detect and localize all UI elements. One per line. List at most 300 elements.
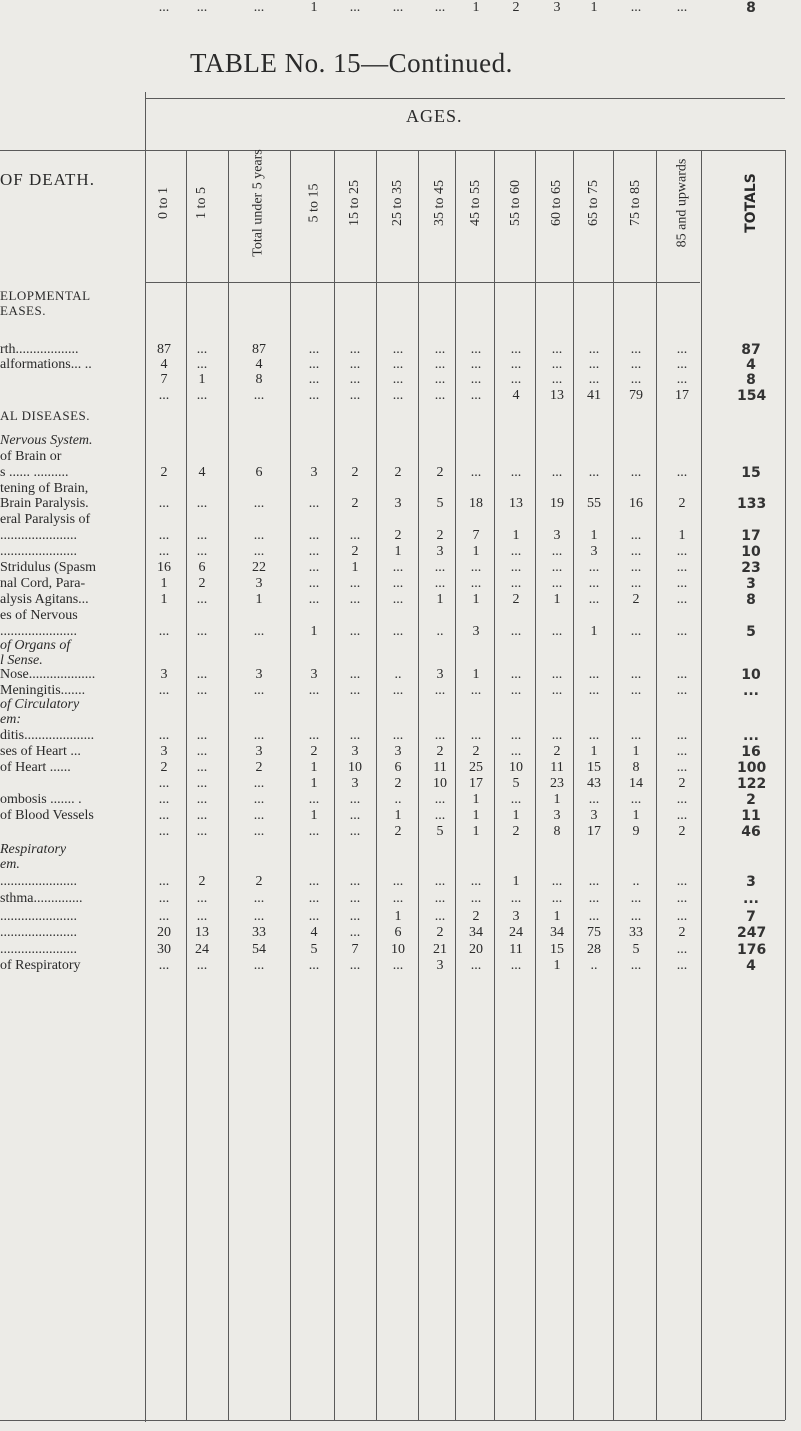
table-cell: ... (158, 388, 170, 403)
table-cell: 2 (310, 744, 318, 759)
table-cell: 1 (553, 958, 561, 973)
table-cell: ... (349, 808, 361, 823)
table-cell: ... (308, 388, 320, 403)
table-cell: ... (308, 372, 320, 387)
rule-vertical (494, 150, 495, 1420)
table-cell: 15 (587, 760, 601, 775)
total-cell: 122 (737, 776, 767, 792)
table-cell: ... (349, 683, 361, 698)
table-cell: ... (470, 958, 482, 973)
table-cell: 23 (550, 776, 564, 791)
table-cell: 2 (436, 925, 444, 940)
table-cell: ... (676, 342, 688, 357)
table-cell: 1 (160, 592, 168, 607)
table-cell: ... (588, 891, 600, 906)
table-cell: ... (676, 683, 688, 698)
table-cell: 2 (351, 496, 359, 511)
table-cell: ... (253, 792, 265, 807)
table-cell: 1 (394, 544, 402, 559)
table-cell: ... (676, 544, 688, 559)
table-cell: 10 (433, 776, 447, 791)
table-cell: ... (588, 372, 600, 387)
table-cell: 1 (310, 808, 318, 823)
table-cell: 2 (160, 465, 168, 480)
table-cell: ... (510, 357, 522, 372)
table-cell: 1 (590, 744, 598, 759)
table-cell: 16 (157, 560, 171, 575)
row-label: tening of Brain, (0, 481, 89, 496)
table-cell: ... (510, 624, 522, 639)
rule-vertical (186, 150, 187, 1420)
column-header-label: 65 to 75 (586, 180, 602, 226)
table-cell: ... (253, 808, 265, 823)
table-cell: 20 (157, 925, 171, 940)
table-cell: 25 (469, 760, 483, 775)
column-header (300, 148, 328, 258)
table-cell: ... (510, 683, 522, 698)
table-cell: ... (676, 760, 688, 775)
table-cell: ... (510, 372, 522, 387)
table-cell: 1 (590, 528, 598, 543)
table-cell: 3 (553, 808, 561, 823)
total-cell: 4 (746, 958, 756, 974)
table-cell: ... (588, 357, 600, 372)
table-cell: 18 (469, 496, 483, 511)
table-cell: ... (551, 728, 563, 743)
table-cell: ... (551, 667, 563, 682)
table-cell: 3 (255, 576, 263, 591)
table-cell: ... (253, 824, 265, 839)
total-cell: 46 (741, 824, 761, 840)
table-cell: 1 (472, 0, 480, 15)
table-cell: ... (588, 728, 600, 743)
table-cell: ... (253, 891, 265, 906)
table-cell: ... (630, 372, 642, 387)
total-cell: 176 (737, 942, 767, 958)
table-cell: ... (308, 544, 320, 559)
table-cell: ... (470, 683, 482, 698)
total-cell: 8 (746, 592, 756, 608)
table-cell: 1 (310, 0, 318, 15)
table-cell: ... (676, 624, 688, 639)
table-cell: ... (676, 808, 688, 823)
table-cell: 6 (255, 465, 263, 480)
table-cell: ... (196, 624, 208, 639)
table-cell: 11 (509, 942, 523, 957)
table-cell: ... (551, 342, 563, 357)
table-cell: 10 (509, 760, 523, 775)
row-label: of Brain or (0, 449, 62, 464)
table-cell: ... (470, 465, 482, 480)
table-cell: ... (470, 874, 482, 889)
table-cell: 1 (255, 592, 263, 607)
table-cell: ... (308, 792, 320, 807)
total-cell: 247 (737, 925, 767, 941)
table-cell: ... (308, 357, 320, 372)
column-header-label: TOTALS (743, 173, 760, 233)
table-cell: ... (158, 624, 170, 639)
row-label: es of Nervous (0, 608, 78, 623)
table-cell: ... (253, 728, 265, 743)
row-label: ...................... (0, 874, 77, 889)
table-cell: 2 (198, 576, 206, 591)
table-cell: 1 (472, 544, 480, 559)
table-cell: 15 (550, 942, 564, 957)
table-cell: ... (158, 808, 170, 823)
table-cell: 1 (472, 667, 480, 682)
table-cell: ... (158, 544, 170, 559)
total-cell: 100 (737, 760, 767, 776)
row-label: sthma.............. (0, 891, 83, 906)
table-cell: ... (196, 683, 208, 698)
table-cell: ... (158, 792, 170, 807)
table-cell: ... (676, 792, 688, 807)
rule-vertical (785, 150, 786, 1420)
table-cell: 2 (394, 824, 402, 839)
table-cell: ... (434, 388, 446, 403)
table-cell: ... (349, 576, 361, 591)
table-cell: ... (676, 560, 688, 575)
table-cell: ... (392, 560, 404, 575)
table-cell: ... (551, 874, 563, 889)
rule-vertical (334, 150, 335, 1420)
table-cell: 54 (252, 942, 266, 957)
table-cell: 1 (632, 744, 640, 759)
table-cell: 33 (629, 925, 643, 940)
table-cell: 2 (512, 592, 520, 607)
table-cell: ... (196, 388, 208, 403)
table-cell: 55 (587, 496, 601, 511)
section-heading: Nervous System. (0, 433, 93, 448)
table-cell: ... (349, 592, 361, 607)
table-cell: 1 (198, 372, 206, 387)
total-cell: 17 (741, 528, 761, 544)
row-label: ...................... (0, 925, 77, 940)
table-cell: ... (470, 728, 482, 743)
row-label: ...................... (0, 942, 77, 957)
rule-vertical (573, 150, 574, 1420)
table-cell: ... (630, 528, 642, 543)
table-cell: ... (630, 576, 642, 591)
row-label: of Respiratory (0, 958, 81, 973)
table-cell: 1 (553, 792, 561, 807)
table-cell: 43 (587, 776, 601, 791)
table-cell: ... (158, 776, 170, 791)
row-label: ombosis ....... . (0, 792, 82, 807)
table-cell: ... (470, 388, 482, 403)
table-cell: ... (630, 728, 642, 743)
table-cell: ... (196, 824, 208, 839)
table-cell: 16 (629, 496, 643, 511)
table-cell: ... (676, 958, 688, 973)
column-header-label: 1 to 5 (194, 187, 210, 219)
row-label: of Heart ...... (0, 760, 71, 775)
table-cell: .. (394, 792, 402, 807)
rule-vertical (290, 150, 291, 1420)
column-header-label: 0 to 1 (156, 187, 172, 219)
table-cell: ... (196, 958, 208, 973)
table-cell: ... (630, 667, 642, 682)
table-cell: 4 (512, 388, 520, 403)
table-cell: ... (308, 683, 320, 698)
table-cell: 9 (632, 824, 640, 839)
table-cell: ... (196, 728, 208, 743)
table-cell: ... (630, 544, 642, 559)
table-cell: ... (308, 592, 320, 607)
table-cell: ... (308, 891, 320, 906)
row-label: of Blood Vessels (0, 808, 94, 823)
table-cell: ... (588, 560, 600, 575)
table-cell: ... (434, 792, 446, 807)
rule-vertical (418, 150, 419, 1420)
total-cell: 3 (746, 576, 756, 592)
table-cell: ... (676, 576, 688, 591)
table-cell: ... (676, 592, 688, 607)
table-cell: ... (308, 342, 320, 357)
table-cell: ... (308, 874, 320, 889)
table-cell: ... (676, 874, 688, 889)
table-cell: ... (676, 728, 688, 743)
table-cell: 3 (394, 744, 402, 759)
table-cell: 3 (255, 667, 263, 682)
table-cell: ... (392, 958, 404, 973)
rule-vertical (228, 150, 229, 1420)
table-cell: ... (349, 667, 361, 682)
table-cell: ... (676, 891, 688, 906)
table-cell: ... (308, 958, 320, 973)
total-cell: 87 (741, 342, 761, 358)
table-cell: ... (349, 958, 361, 973)
table-cell: 3 (255, 744, 263, 759)
table-cell: 1 (160, 576, 168, 591)
table-cell: ... (510, 728, 522, 743)
table-cell: ... (349, 388, 361, 403)
table-cell: 87 (157, 342, 171, 357)
table-cell: ... (392, 728, 404, 743)
table-cell: 34 (469, 925, 483, 940)
table-cell: 28 (587, 942, 601, 957)
table-cell: 2 (436, 528, 444, 543)
table-cell: ... (196, 592, 208, 607)
table-cell: ... (308, 824, 320, 839)
table-cell: ... (158, 891, 170, 906)
page-title: TABLE No. 15—Continued. (190, 48, 513, 78)
row-label: Brain Paralysis. (0, 496, 89, 511)
table-cell: ... (434, 342, 446, 357)
table-cell: 2 (632, 592, 640, 607)
table-cell: ... (551, 465, 563, 480)
table-cell: ... (392, 388, 404, 403)
row-label: alysis Agitans... (0, 592, 89, 607)
table-cell: ... (588, 683, 600, 698)
table-cell: ... (510, 744, 522, 759)
table-cell: 1 (512, 874, 520, 889)
table-cell: ... (349, 874, 361, 889)
section-heading: AL DISEASES. (0, 408, 91, 423)
table-cell: 3 (160, 667, 168, 682)
table-cell: ... (349, 925, 361, 940)
table-cell: ... (434, 372, 446, 387)
table-cell: 2 (678, 824, 686, 839)
table-cell: ... (349, 824, 361, 839)
table-cell: ... (434, 909, 446, 924)
table-cell: 22 (252, 560, 266, 575)
table-cell: 1 (632, 808, 640, 823)
table-cell: 2 (351, 465, 359, 480)
column-header (188, 148, 216, 258)
table-cell: 2 (394, 528, 402, 543)
rule-vertical (455, 150, 456, 1420)
table-cell: ... (434, 357, 446, 372)
table-cell: 13 (195, 925, 209, 940)
total-cell: 8 (746, 372, 756, 388)
table-cell: 6 (394, 925, 402, 940)
table-cell: ... (158, 496, 170, 511)
table-cell: ... (470, 342, 482, 357)
column-header-label: 85 and upwards (674, 158, 689, 248)
table-cell: 1 (553, 592, 561, 607)
row-label: Meningitis....... (0, 683, 86, 698)
table-cell: ... (392, 576, 404, 591)
rule-horizontal (0, 1420, 785, 1421)
rule-vertical (613, 150, 614, 1420)
row-label: alformations... .. (0, 357, 92, 372)
table-cell: ... (434, 728, 446, 743)
table-cell: ... (253, 496, 265, 511)
total-cell: 16 (741, 744, 761, 760)
table-cell: 2 (160, 760, 168, 775)
table-cell: 3 (553, 528, 561, 543)
table-cell: ... (470, 372, 482, 387)
table-cell: ... (308, 496, 320, 511)
column-header (341, 148, 369, 258)
table-cell: 5 (310, 942, 318, 957)
table-cell: ... (676, 465, 688, 480)
table-cell: ... (588, 576, 600, 591)
table-cell: 5 (436, 824, 444, 839)
column-header (737, 148, 765, 258)
row-label: ditis.................... (0, 728, 95, 743)
table-cell: ... (630, 958, 642, 973)
table-cell: ... (158, 0, 170, 15)
table-cell: 6 (394, 760, 402, 775)
table-cell: ... (196, 891, 208, 906)
row-label: rth.................. (0, 342, 79, 357)
table-cell: ... (158, 874, 170, 889)
column-header-label: 5 to 15 (306, 183, 322, 223)
table-cell: ... (308, 909, 320, 924)
table-cell: ... (253, 958, 265, 973)
table-cell: ... (349, 909, 361, 924)
table-cell: 7 (351, 942, 359, 957)
table-cell: 13 (509, 496, 523, 511)
total-cell: ... (743, 683, 759, 699)
row-label: ...................... (0, 544, 77, 559)
table-cell: 3 (590, 544, 598, 559)
table-cell: ... (434, 576, 446, 591)
table-cell: 3 (351, 744, 359, 759)
total-cell: ... (743, 891, 759, 907)
table-cell: 3 (160, 744, 168, 759)
table-cell: ... (630, 624, 642, 639)
table-cell: 1 (472, 592, 480, 607)
table-cell: 7 (472, 528, 480, 543)
table-cell: ... (392, 592, 404, 607)
table-cell: ... (196, 760, 208, 775)
table-cell: 4 (160, 357, 168, 372)
total-cell: 2 (746, 792, 756, 808)
column-header-label: 35 to 45 (432, 180, 448, 226)
table-cell: ... (392, 342, 404, 357)
table-cell: ... (349, 372, 361, 387)
section-heading: Respiratory (0, 842, 67, 857)
column-header (580, 148, 608, 258)
table-cell: 4 (255, 357, 263, 372)
table-cell: ... (630, 683, 642, 698)
total-cell: 8 (746, 0, 756, 16)
table-cell: 17 (675, 388, 689, 403)
total-cell: 10 (741, 667, 761, 683)
table-cell: ... (253, 909, 265, 924)
table-cell: ... (551, 357, 563, 372)
column-header-label: 60 to 65 (549, 180, 565, 226)
table-cell: 2 (512, 824, 520, 839)
table-cell: ... (196, 342, 208, 357)
table-cell: 1 (590, 0, 598, 15)
table-cell: ... (196, 544, 208, 559)
total-cell: 15 (741, 465, 761, 481)
table-cell: ... (630, 792, 642, 807)
column-header (150, 148, 178, 258)
table-cell: ... (510, 667, 522, 682)
table-cell: 1 (394, 808, 402, 823)
table-cell: 3 (310, 465, 318, 480)
table-cell: 3 (472, 624, 480, 639)
table-cell: 3 (590, 808, 598, 823)
table-cell: 1 (472, 824, 480, 839)
table-cell: ... (349, 624, 361, 639)
section-heading: ELOPMENTAL (0, 288, 91, 303)
table-cell: ... (588, 342, 600, 357)
section-heading: l Sense. (0, 653, 43, 668)
table-cell: 5 (436, 496, 444, 511)
table-cell: ... (630, 909, 642, 924)
table-cell: ... (470, 560, 482, 575)
table-cell: 3 (512, 909, 520, 924)
table-cell: ... (510, 560, 522, 575)
table-cell: ... (676, 942, 688, 957)
table-cell: ... (196, 776, 208, 791)
table-cell: ... (510, 465, 522, 480)
table-cell: ... (676, 0, 688, 15)
table-cell: ... (588, 592, 600, 607)
table-cell: ... (349, 891, 361, 906)
section-heading: em. (0, 857, 20, 872)
table-cell: 2 (351, 544, 359, 559)
table-cell: 33 (252, 925, 266, 940)
table-cell: 2 (436, 744, 444, 759)
table-cell: ... (434, 891, 446, 906)
table-cell: ... (630, 891, 642, 906)
total-cell: 154 (737, 388, 767, 404)
table-cell: 2 (678, 496, 686, 511)
row-label: ses of Heart ... (0, 744, 81, 759)
table-cell: 79 (629, 388, 643, 403)
table-cell: ... (196, 909, 208, 924)
table-cell: ... (158, 909, 170, 924)
total-cell: 3 (746, 874, 756, 890)
table-cell: 5 (512, 776, 520, 791)
